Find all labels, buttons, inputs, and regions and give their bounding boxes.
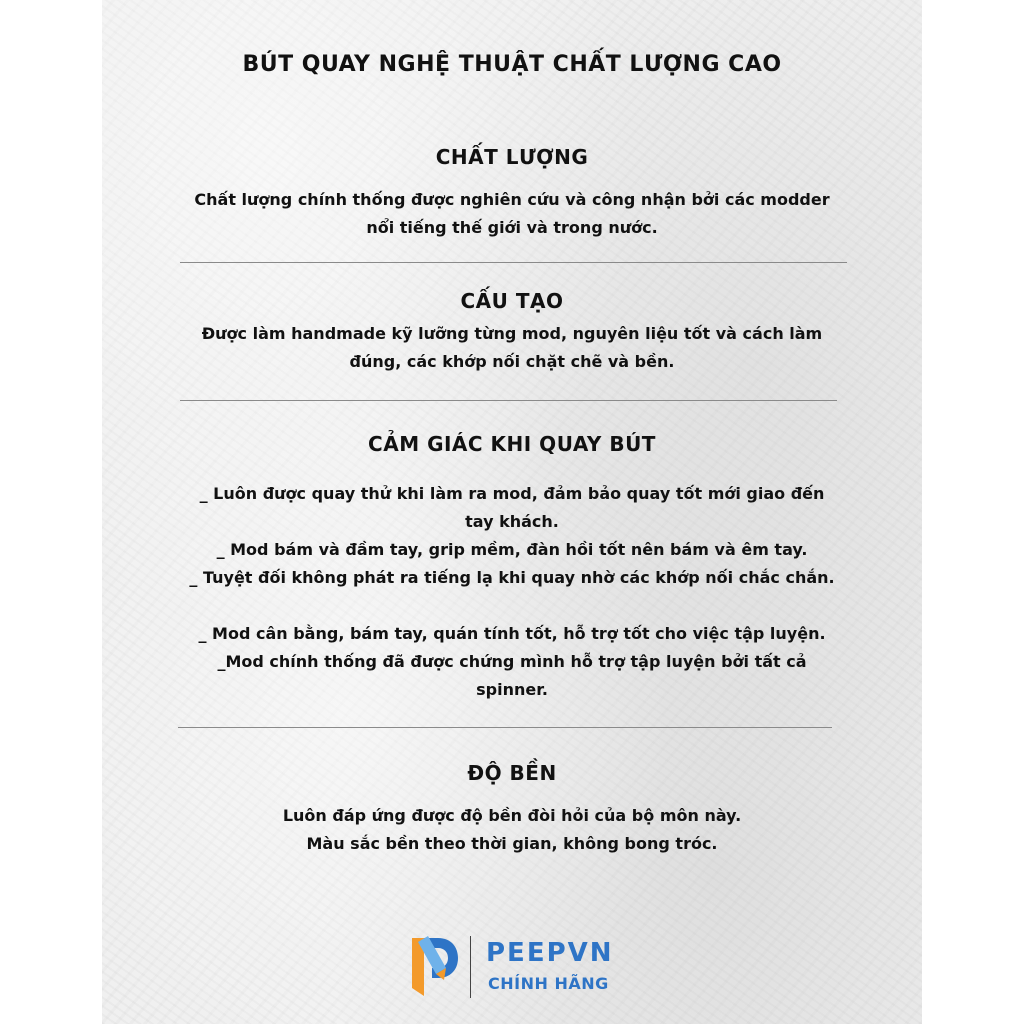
brand-logo bbox=[408, 932, 628, 1002]
section-quality-line-2: nổi tiếng thế giới và trong nước. bbox=[366, 218, 658, 237]
section-quality-line-1: Chất lượng chính thống được nghiên cứu và công nhận bởi các modder bbox=[194, 190, 830, 209]
section-feel-line-1: _ Luôn được quay thử khi làm ra mod, đảm bảo quay tốt mới giao đến bbox=[199, 484, 825, 503]
section-heading-feel: CẢM GIÁC KHI QUAY BÚT bbox=[368, 432, 656, 456]
logo-separator bbox=[470, 936, 471, 998]
section-feel-line-7: spinner. bbox=[476, 680, 548, 699]
section-durability-line-2: Màu sắc bền theo thời gian, không bong tróc. bbox=[306, 834, 718, 853]
section-divider bbox=[180, 262, 847, 263]
section-divider bbox=[178, 727, 832, 728]
product-info-page bbox=[102, 0, 922, 1024]
page-title: BÚT QUAY NGHỆ THUẬT CHẤT LƯỢNG CAO bbox=[242, 52, 782, 77]
section-feel-line-5: _ Mod cân bằng, bám tay, quán tính tốt, hỗ trợ tốt cho việc tập luyện. bbox=[198, 624, 826, 643]
section-feel-line-3: _ Mod bám và đầm tay, grip mềm, đàn hồi tốt nên bám và êm tay. bbox=[216, 540, 808, 559]
section-structure-line-1: Được làm handmade kỹ lưỡng từng mod, nguyên liệu tốt và cách làm bbox=[201, 324, 823, 343]
section-feel-line-6: _Mod chính thống đã được chứng mình hỗ trợ tập luyện bởi tất cả bbox=[217, 652, 807, 671]
pen-letter-p-logo-icon bbox=[408, 932, 460, 1000]
section-feel-line-4: _ Tuyệt đối không phát ra tiếng lạ khi quay nhờ các khớp nối chắc chắn. bbox=[189, 568, 835, 587]
section-heading-quality: CHẤT LƯỢNG bbox=[435, 145, 589, 169]
section-heading-durability: ĐỘ BỀN bbox=[467, 761, 557, 785]
section-structure-line-2: đúng, các khớp nối chặt chẽ và bền. bbox=[349, 352, 675, 371]
section-durability-line-1: Luôn đáp ứng được độ bền đòi hỏi của bộ môn này. bbox=[282, 806, 742, 825]
section-feel-line-2: tay khách. bbox=[465, 512, 559, 531]
section-divider bbox=[180, 400, 837, 401]
section-heading-structure: CẤU TẠO bbox=[460, 289, 564, 313]
brand-name: PEEPVN bbox=[486, 938, 614, 968]
brand-tagline: CHÍNH HÃNG bbox=[488, 974, 609, 993]
